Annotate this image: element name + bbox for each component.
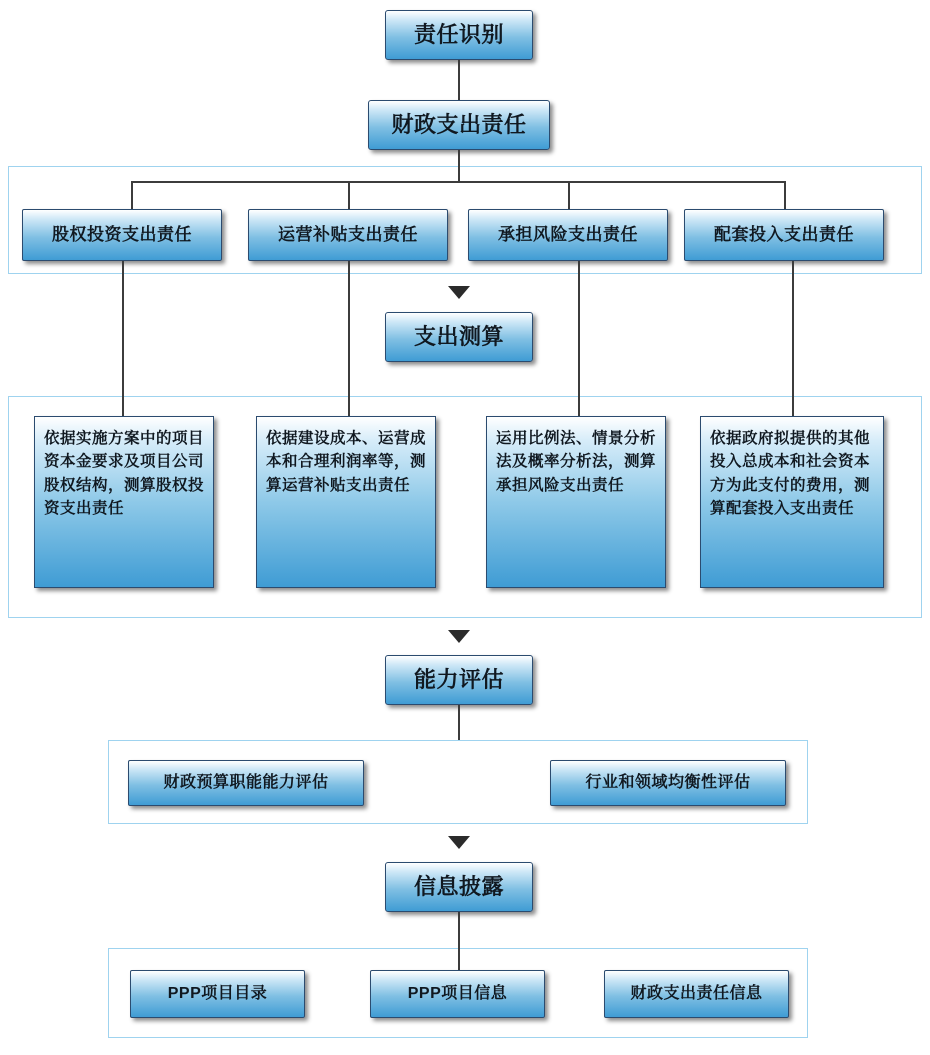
node-stage3-title: 能力评估 xyxy=(385,655,533,705)
node-calculation-4: 依据政府拟提供的其他投入总成本和社会资本方为此支付的费用，测算配套投入支出责任 xyxy=(700,416,884,588)
node-assessment-2: 行业和领域均衡性评估 xyxy=(550,760,786,806)
node-stage4-title: 信息披露 xyxy=(385,862,533,912)
arrow-to-stage2 xyxy=(448,286,470,299)
node-responsibility-2: 运营补贴支出责任 xyxy=(248,209,448,261)
connector-stage1-to-subtitle xyxy=(458,60,460,100)
arrow-to-stage3 xyxy=(448,630,470,643)
connector-subtitle-down xyxy=(458,150,460,182)
arrow-to-stage4 xyxy=(448,836,470,849)
connector-drop-resp-1 xyxy=(131,181,133,209)
node-assessment-1: 财政预算职能能力评估 xyxy=(128,760,364,806)
connector-resp2-to-calc2 xyxy=(348,261,350,416)
node-responsibility-3: 承担风险支出责任 xyxy=(468,209,668,261)
connector-drop-resp-3 xyxy=(568,181,570,209)
connector-resp3-to-calc3 xyxy=(578,261,580,416)
node-stage1-subtitle: 财政支出责任 xyxy=(368,100,550,150)
node-calculation-1: 依据实施方案中的项目资本金要求及项目公司股权结构，测算股权投资支出责任 xyxy=(34,416,214,588)
connector-stage3-down xyxy=(458,705,460,740)
node-stage2-title: 支出测算 xyxy=(385,312,533,362)
node-disclosure-1: PPP项目目录 xyxy=(130,970,305,1018)
connector-stage4-down xyxy=(458,912,460,970)
connector-drop-resp-2 xyxy=(348,181,350,209)
node-responsibility-1: 股权投资支出责任 xyxy=(22,209,222,261)
node-calculation-3: 运用比例法、情景分析法及概率分析法，测算承担风险支出责任 xyxy=(486,416,666,588)
node-responsibility-4: 配套投入支出责任 xyxy=(684,209,884,261)
connector-resp1-to-calc1 xyxy=(122,261,124,416)
node-disclosure-3: 财政支出责任信息 xyxy=(604,970,789,1018)
connector-resp4-to-calc4 xyxy=(792,261,794,416)
connector-drop-resp-4 xyxy=(784,181,786,209)
node-calculation-2: 依据建设成本、运营成本和合理利润率等，测算运营补贴支出责任 xyxy=(256,416,436,588)
node-disclosure-2: PPP项目信息 xyxy=(370,970,545,1018)
connector-responsibility-bus xyxy=(131,181,784,183)
node-stage1-title: 责任识别 xyxy=(385,10,533,60)
